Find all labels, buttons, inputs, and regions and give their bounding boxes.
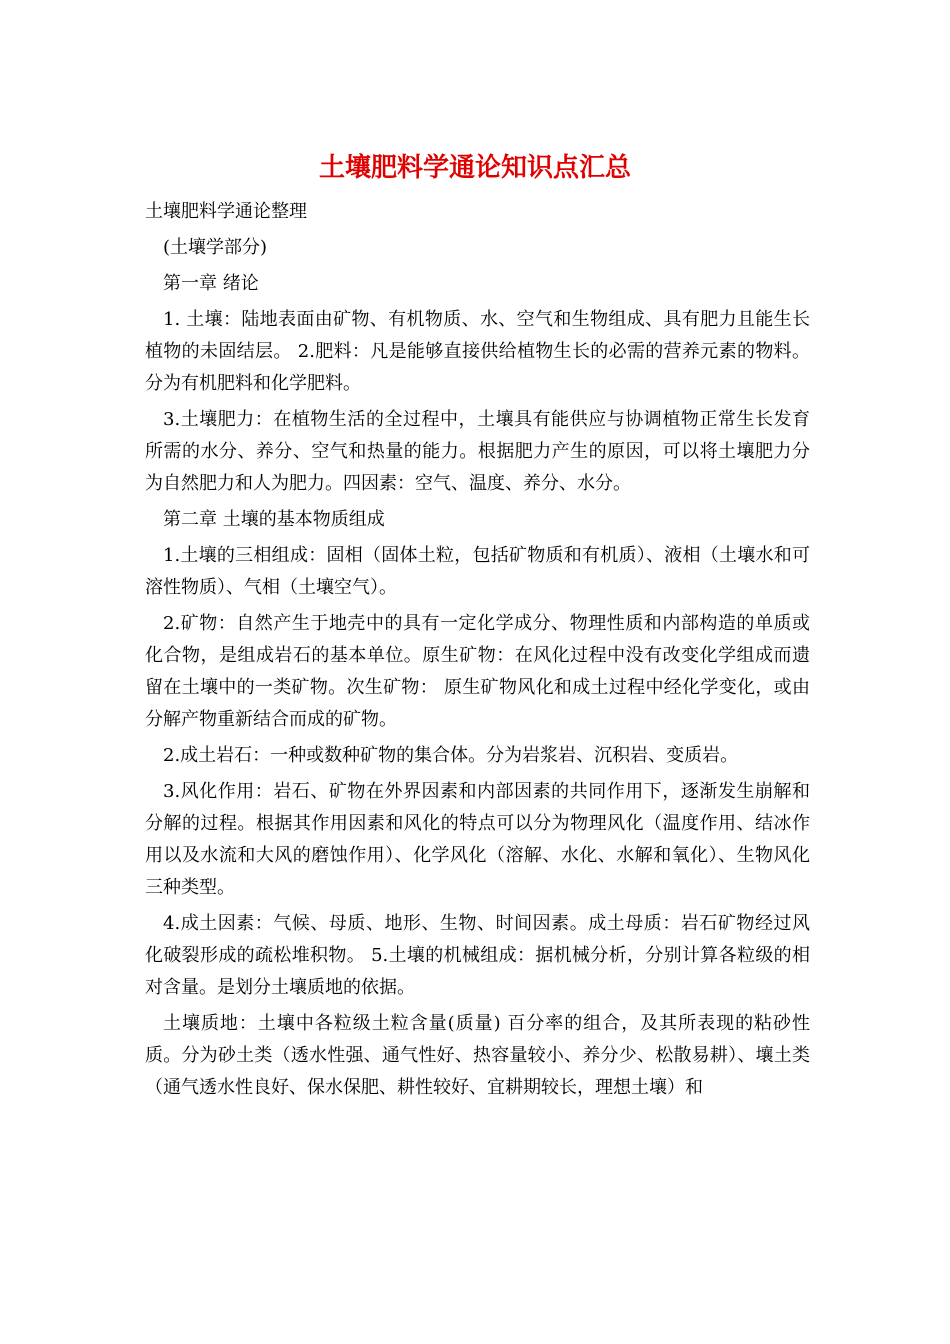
paragraph: 2.成土岩石：一种或数种矿物的集合体。分为岩浆岩、沉积岩、变质岩。 [163,745,739,766]
paragraph-section-label: (土壤学部分) [163,237,268,258]
chapter-heading-2: 第二章 土壤的基本物质组成 [163,509,385,530]
paragraph: 1.土壤的三相组成：固相（固体土粒，包括矿物质和有机质）、液相（土壤水和可溶性物质）、气相（土壤空气）。 [145,545,810,598]
paragraph: 3.土壤肥力：在植物生活的全过程中，土壤具有能供应与协调植物正常生长发育所需的水分、养分、空气和热量的能力。根据肥力产生的原因，可以将土壤肥力分为自然肥力和人为肥力。四因素：空气、温度、养分、水分。 [145,409,810,494]
paragraph: 4.成土因素：气候、母质、地形、生物、时间因素。成土母质：岩石矿物经过风化破裂形成的疏松堆积物。 5.土壤的机械组成：据机械分析，分别计算各粒级的相对含量。是划分土壤质地的依据。 [145,913,810,998]
chapter-heading-1: 第一章 绪论 [163,273,259,294]
document-body [145,196,810,1108]
paragraph: 2.矿物：自然产生于地壳中的具有一定化学成分、物理性质和内部构造的单质或化合物，是组成岩石的基本单位。原生矿物：在风化过程中没有改变化学组成而遗留在土壤中的一类矿物。次生矿物： 原生矿物风化和成土过程中经化学变化，或由分解产物重新结合而成的矿物。 [145,613,810,730]
document-title: 土壤肥料学通论知识点汇总 [318,153,631,183]
paragraph: 1. 土壤：陆地表面由矿物、有机物质、水、空气和生物组成、具有肥力且能生长植物的未固结层。 2.肥料：凡是能够直接供给植物生长的必需的营养元素的物料。分为有机肥料和化学肥料。 [145,309,810,394]
paragraph: 土壤质地：土壤中各粒级土粒含量(质量) 百分率的组合，及其所表现的粘砂性质。分为砂土类（透水性强、通气性好、热容量较小、养分少、松散易耕）、壤土类（通气透水性良好、保水保肥、耕性较好、宜耕期较长，理想土壤）和 [145,1013,810,1098]
paragraph: 3.风化作用：岩石、矿物在外界因素和内部因素的共同作用下，逐渐发生崩解和分解的过程。根据其作用因素和风化的特点可以分为物理风化（温度作用、结冰作用以及水流和大风的磨蚀作用）、化学风化（溶解、水化、水解和氧化）、生物风化三种类型。 [145,781,810,898]
paragraph-heading: 土壤肥料学通论整理 [145,201,307,222]
